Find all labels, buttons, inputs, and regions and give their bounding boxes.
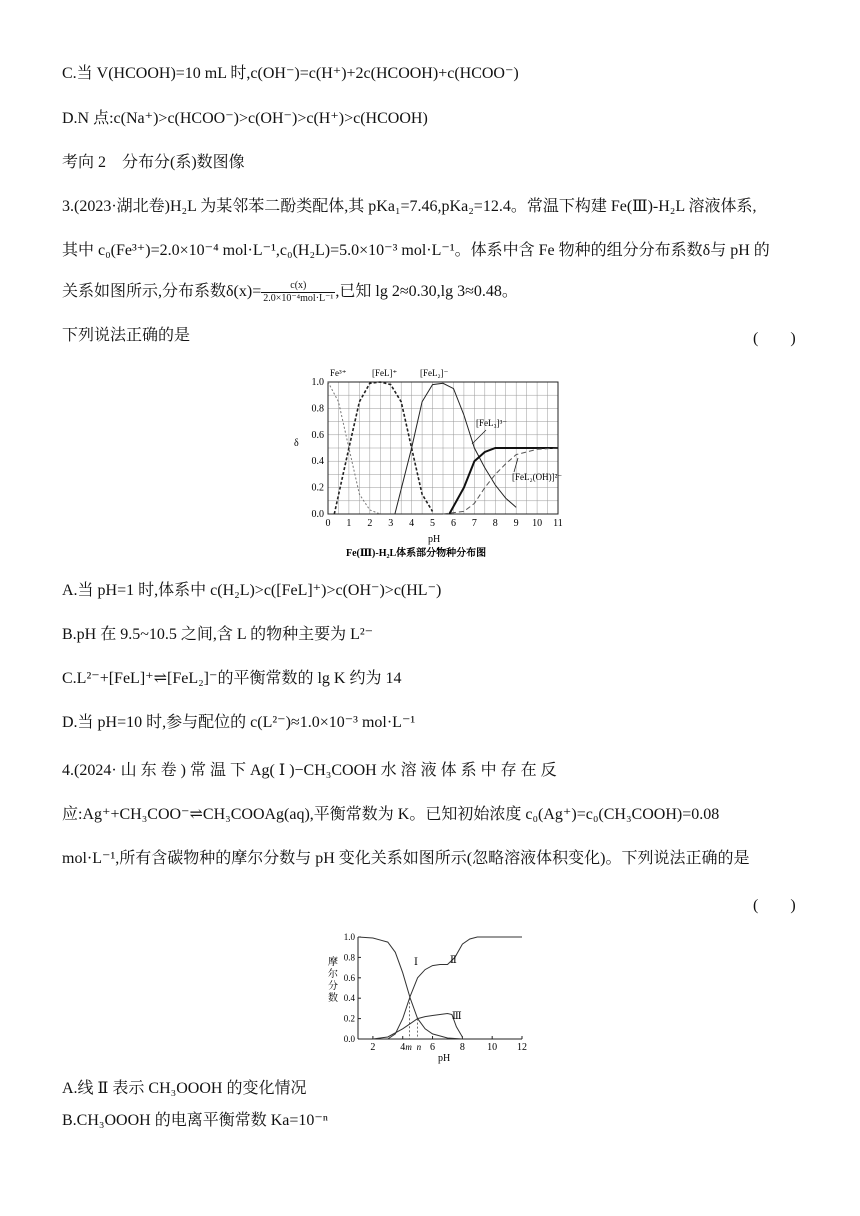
series-label: [FeL₃]³⁻ xyxy=(476,418,508,428)
x-tick-label: 5 xyxy=(430,518,436,529)
x-tick-label: 10 xyxy=(532,518,543,529)
chart-molar-fraction xyxy=(318,925,538,1065)
chart-fe-distribution xyxy=(286,364,576,564)
q3-stem-line2: 其中 c₀(Fe³⁺)=2.0×10⁻⁴ mol·L⁻¹,c₀(H₂L)=5.0×10⁻³ mol·L⁻¹。体系中含 Fe 物种的组分分布系数δ与 pH 的 xyxy=(62,242,770,259)
option-c-prev: C.当 V(HCOOH)=10 mL 时,c(OH⁻)=c(H⁺)+2c(HCOOH)+c(HCOO⁻) xyxy=(62,65,519,82)
y-tick-label: 0.2 xyxy=(343,1013,355,1024)
chart2-series-labels xyxy=(405,955,462,1052)
q4-stem-line3: mol·L⁻¹,所有含碳物种的摩尔分数与 pH 变化关系如图所示(忽略溶液体积变化)。下列说法正确的是 xyxy=(62,850,750,867)
series-label: [FeL₂]⁻ xyxy=(420,368,449,378)
q3-prompt: 下列说法正确的是 xyxy=(62,327,191,344)
x-tick-label: 6 xyxy=(450,518,456,529)
section-heading: 考向 2 分布分(系)数图像 xyxy=(62,154,245,171)
q4-answer-paren: ( ) xyxy=(753,897,796,914)
x-tick-label: 7 xyxy=(471,518,477,529)
y-tick-label: 0.6 xyxy=(311,429,324,441)
x-tick-label: 12 xyxy=(517,1042,527,1053)
fraction-denominator: 2.0×10⁻⁴mol·L⁻¹ xyxy=(263,293,334,304)
q4-stem-line1: 4.(2024· 山 东 卷 ) 常 温 下 Ag( Ⅰ )−CH₃COOH 水 溶 液 体 系 中 存 在 反 xyxy=(62,762,557,779)
y-tick-label: 0.6 xyxy=(343,972,355,983)
x-tick-label: 1 xyxy=(346,518,352,529)
y-tick-label: 0.8 xyxy=(343,952,355,963)
q3-stem-line3-a: 关系如图所示,分布系数δ(x)= xyxy=(62,283,262,301)
y-tick-label: 0.8 xyxy=(311,403,324,415)
q3-option-b: B.pH 在 9.5~10.5 之间,含 L 的物种主要为 L²⁻ xyxy=(62,626,374,643)
x-tick-label: 2 xyxy=(367,518,373,529)
x-tick-label: 4 xyxy=(409,518,415,529)
x-tick-label: 8 xyxy=(492,518,498,529)
y-tick-label: 0.2 xyxy=(311,482,324,494)
series-label: [FeL₂(OH)]²⁻ xyxy=(512,472,563,482)
series-label: Ⅲ xyxy=(452,1011,462,1022)
chart1-ticks xyxy=(312,377,563,529)
x-tick-label: 0 xyxy=(325,518,331,529)
x-tick-label: 9 xyxy=(513,518,519,529)
y-tick-label: 0.0 xyxy=(343,1034,355,1044)
x-tick-label: 2 xyxy=(370,1042,376,1053)
chart1-ylabel: δ xyxy=(294,438,299,449)
fraction xyxy=(261,280,335,305)
option-d-prev: D.N 点:c(Na⁺)>c(HCOO⁻)>c(OH⁻)>c(H⁺)>c(HCOOH) xyxy=(62,110,428,127)
chart2-xlabel: pH xyxy=(438,1053,451,1064)
y-tick-label: 1.0 xyxy=(311,377,324,388)
annotation-n: n xyxy=(416,1042,422,1052)
y-tick-label: 0.4 xyxy=(343,993,355,1004)
q3-answer-paren: ( ) xyxy=(753,330,796,347)
y-tick-label: 1.0 xyxy=(343,932,355,942)
chart2-ylabel-char: 摩 xyxy=(328,957,338,968)
x-tick-label: 3 xyxy=(388,518,394,529)
q3-option-d: D.当 pH=10 时,参与配位的 c(L²⁻)≈1.0×10⁻³ mol·L⁻¹ xyxy=(62,714,416,731)
label-leader xyxy=(472,430,486,444)
chart2-ylabel-char: 尔 xyxy=(328,969,338,980)
q3-option-a: A.当 pH=1 时,体系中 c(H₂L)>c([FeL]⁺)>c(OH⁻)>c(HL⁻) xyxy=(62,582,442,599)
chart2-ylabel xyxy=(328,955,338,1004)
q4-option-a: A.线 Ⅱ 表示 CH₃OOOH 的变化情况 xyxy=(62,1080,307,1097)
chart2-axes xyxy=(358,937,522,1039)
q3-stem-line1: 3.(2023·湖北卷)H₂L 为某邻苯二酚类配体,其 pKa₁=7.46,pKa₂=12.4。常温下构建 Fe(Ⅲ)-H₂L 溶液体系, xyxy=(62,198,757,215)
fraction-numerator: c(x) xyxy=(261,280,335,293)
chart2-lines xyxy=(358,937,522,1039)
annotation-m: m xyxy=(405,1042,412,1052)
x-tick-label: 4 xyxy=(400,1042,406,1053)
q4-stem-line2: 应:Ag⁺+CH₃COO⁻⇌CH₃COOAg(aq),平衡常数为 K。已知初始浓度 c₀(Ag⁺)=c₀(CH₃COOH)=0.08 xyxy=(62,806,720,823)
q3-stem-line3-b: ,已知 lg 2≈0.30,lg 3≈0.48。 xyxy=(335,283,518,301)
chart2-ylabel-char: 分 xyxy=(328,981,338,992)
y-tick-label: 0.4 xyxy=(311,456,324,468)
x-tick-label: 10 xyxy=(487,1042,498,1053)
q4-option-b: B.CH₃OOOH 的电离平衡常数 Ka=10⁻ⁿ xyxy=(62,1112,328,1129)
q3-option-c: C.L²⁻+[FeL]⁺⇌[FeL₂]⁻的平衡常数的 lg K 约为 14 xyxy=(62,670,402,687)
chart1-xlabel: pH xyxy=(428,534,441,545)
series-label: [FeL]⁺ xyxy=(372,368,398,378)
series-label: Ⅱ xyxy=(450,955,457,966)
y-tick-label: 0.0 xyxy=(311,509,324,520)
x-tick-label: 6 xyxy=(430,1042,436,1053)
chart2-ylabel-char: 数 xyxy=(328,993,338,1004)
x-tick-label: 8 xyxy=(459,1042,465,1053)
series-label: Fe³⁺ xyxy=(330,368,347,378)
q3-stem-line3 xyxy=(62,280,518,305)
series-label: Ⅰ xyxy=(414,957,418,968)
x-tick-label: 11 xyxy=(553,518,563,529)
chart1-title: Fe(Ⅲ)-H₂L体系部分物种分布图 xyxy=(346,548,487,559)
